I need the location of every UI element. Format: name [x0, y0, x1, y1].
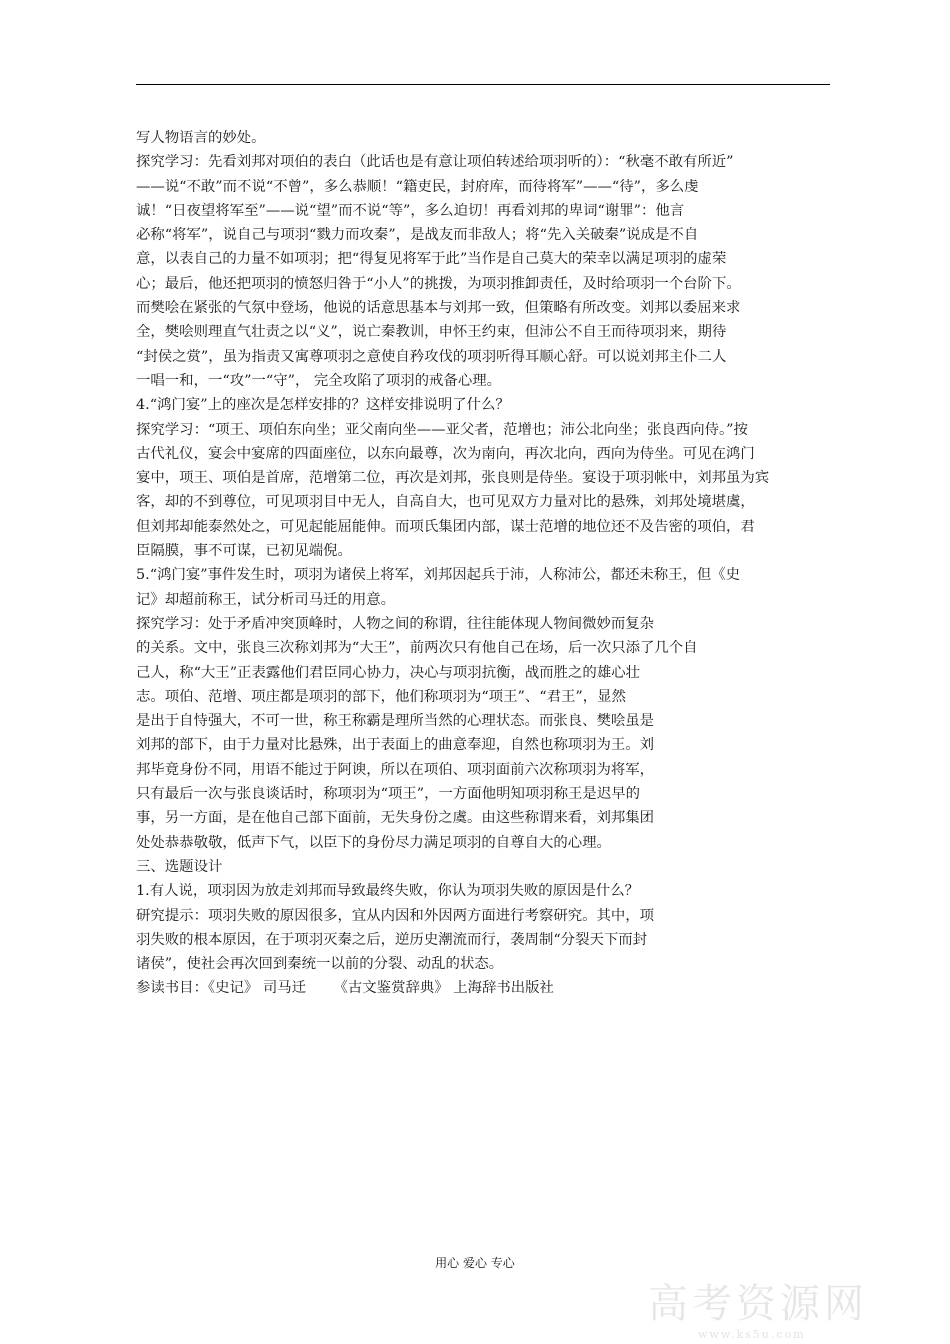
text-line: 必称“将军”，说自己与项羽“戮力而攻秦”，是战友而非敌人；将“先入关破秦”说成是不自: [136, 227, 699, 244]
text-line: 志。项伯、范增、项庄都是项羽的部下，他们称项羽为“项王”、“君王”，显然: [136, 688, 626, 705]
text-line: 4.“鸿门宴”上的座次是怎样安排的？这样安排说明了什么？: [136, 397, 510, 414]
text-line: 探究学习：先看刘邦对项伯的表白（此话也是有意让项伯转述给项羽听的）：“秋毫不敢有所近”: [136, 154, 734, 171]
text-line: ——说“不敢”而不说“不曾”，多么恭顺！“籍吏民，封府库，而待将军”——“待”，多么虔: [136, 178, 699, 195]
text-line: 事，另一方面，是在他自己部下面前，无失身份之虞。由这些称谓来看，刘邦集团: [136, 810, 655, 827]
text-line: 心；最后，他还把项羽的愤怒归咎于“小人”的挑拨，为项羽推卸责任，及时给项羽一个台阶下。: [136, 275, 741, 292]
text-line: 己人，称“大王”正表露他们君臣同心协力，决心与项羽抗衡，战而胜之的雄心壮: [136, 664, 640, 681]
text-line: 但刘邦却能泰然处之，可见起能屈能伸。而项氏集团内部，谋士范增的地位还不及告密的项伯，君: [136, 518, 755, 535]
text-line: 客，却的不到尊位，可见项羽目中无人，自高自大，也可见双方力量对比的悬殊，刘邦处境堪虞，: [136, 494, 755, 511]
text-line: 意，以表自己的力量不如项羽；把“得复见将军于此”当作是自己莫大的荣幸以满足项羽的虚荣: [136, 251, 727, 268]
text-line: 古代礼仪，宴会中宴席的四面座位，以东向最尊，次为南向，再次北向，西向为侍坐。可见在鸿门: [136, 445, 755, 462]
page-footer: 用心 爱心 专心: [435, 1256, 515, 1270]
watermark-text: 高考资源网: [648, 1281, 868, 1327]
text-line: 只有最后一次与张良谈话时，称项羽为“项王”，一方面他明知项羽称王是迟早的: [136, 786, 640, 803]
text-line: 写人物语言的妙处。: [136, 130, 266, 146]
watermark-logo: [648, 1272, 948, 1342]
text-line: 记》却超前称王，试分析司马迁的用意。: [136, 591, 396, 608]
text-line: 诸侯”，使社会再次回到秦统一以前的分裂、动乱的状态。: [136, 956, 504, 973]
text-line: 三、选题设计: [136, 858, 223, 875]
text-line: 一唱一和，一“攻”一“守”， 完全攻陷了项羽的戒备心理。: [136, 372, 501, 389]
text-line: 探究学习：“项王、项伯东向坐；亚父南向坐——亚父者，范增也；沛公北向坐；张良西向侍。”按: [136, 421, 748, 438]
document-body: [136, 126, 836, 1001]
text-line: 诚！“日夜望将军至”——说“望”而不说“等”，多么迫切！再看刘邦的卑词“谢罪”：他言: [136, 202, 685, 219]
watermark-url: www.ks5u.com: [698, 1328, 806, 1341]
text-line: 探究学习：处于矛盾冲突顶峰时，人物之间的称谓，往往能体现人物间微妙而复杂: [136, 615, 655, 632]
text-line: 羽失败的根本原因，在于项羽灭秦之后，逆历史潮流而行，袭周制“分裂天下而封: [136, 931, 648, 948]
text-line: 臣隔膜，事不可谋，已初见端倪。: [136, 543, 352, 560]
text-line: 邦毕竟身份不同，用语不能过于阿谀，所以在项伯、项羽面前六次称项羽为将军，: [136, 761, 655, 778]
text-line: 5.“鸿门宴”事件发生时，项羽为诸侯上将军，刘邦因起兵于沛，人称沛公，都还未称王，但《史: [136, 567, 741, 584]
header-rule: [136, 84, 830, 85]
text-line: 是出于自恃强大，不可一世，称王称霸是理所当然的心理状态。而张良、樊哙虽是: [136, 713, 655, 730]
text-line: 宴中，项王、项伯是首席，范增第二位，再次是刘邦，张良则是侍坐。宴设于项羽帐中，刘邦虽为宾: [136, 470, 770, 487]
text-line: 刘邦的部下，由于力量对比悬殊，出于表面上的曲意奉迎，自然也称项羽为王。刘: [136, 737, 655, 754]
text-line: 的关系。文中，张良三次称刘邦为“大王”，前两次只有他自己在场，后一次只添了几个自: [136, 640, 698, 657]
text-line: 研究提示：项羽失败的原因很多，宜从内因和外因两方面进行考察研究。其中，项: [136, 907, 655, 924]
text-line: 参读书目：《史记》 司马迁 《古文鉴赏辞典》 上海辞书出版社: [136, 980, 554, 997]
text-line: 而樊哙在紧张的气氛中登场，他说的话意思基本与刘邦一致，但策略有所改变。刘邦以委屈来求: [136, 300, 741, 317]
text-line: 全，樊哙则理直气壮责之以“义”，说亡秦教训，申怀王约束，但沛公不自王而待项羽来，期待: [136, 324, 727, 341]
text-line: 1.有人说，项羽因为放走刘邦而导致最终失败，你认为项羽失败的原因是什么？: [136, 883, 640, 900]
text-line: “封侯之赏”，虽为指责又寓尊项羽之意使自矜攻伐的项羽听得耳顺心舒。可以说刘邦主仆二人: [136, 348, 727, 365]
text-line: 处处恭恭敬敬，低声下气，以臣下的身份尽力满足项羽的自尊自大的心理。: [136, 834, 611, 851]
